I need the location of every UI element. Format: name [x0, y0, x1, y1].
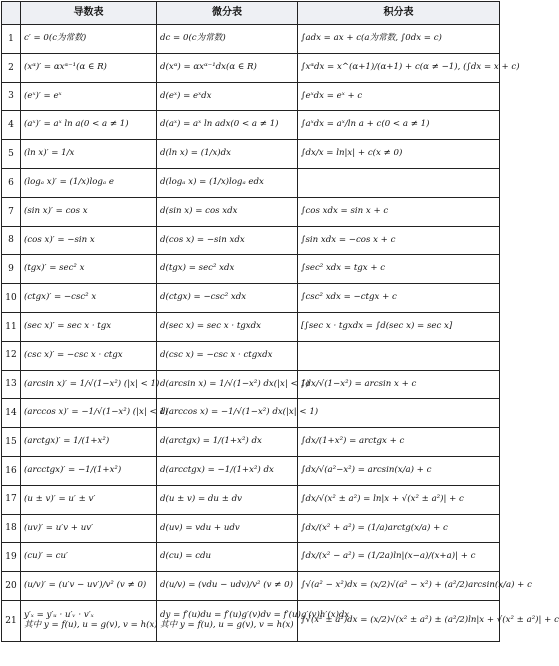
differential-formula: d(arctgx) = 1/(1+x²) dx	[157, 428, 298, 457]
derivative-formula: (csc x)′ = −csc x · ctgx	[21, 341, 157, 370]
row-number: 5	[2, 140, 21, 169]
row-number: 20	[2, 572, 21, 601]
derivative-formula: (cos x)′ = −sin x	[21, 226, 157, 255]
row-number: 16	[2, 456, 21, 485]
derivative-formula: (logₐ x)′ = (1/x)logₐ e	[21, 168, 157, 197]
row-number: 13	[2, 370, 21, 399]
row-number: 6	[2, 168, 21, 197]
differential-formula: d(uv) = vdu + udv	[157, 514, 298, 543]
chain-rule-derivative: y′ₓ = y′ᵤ · u′ᵥ · v′ₓ	[24, 610, 94, 621]
table-row	[2, 399, 500, 428]
differential-formula: d(cos x) = −sin xdx	[157, 226, 298, 255]
differential-formula: d(sin x) = cos xdx	[157, 197, 298, 226]
table-row	[2, 82, 500, 111]
header-differentials: 微分表	[157, 2, 298, 25]
derivative-formula: c′ = 0(c为常数)	[21, 25, 157, 54]
differential-formula: d(ln x) = (1/x)dx	[157, 140, 298, 169]
table-row	[2, 255, 500, 284]
row-number: 15	[2, 428, 21, 457]
integral-formula: ∫dx/√(a²−x²) = arcsin(x/a) + c	[298, 456, 500, 485]
derivative-formula: (aˣ)′ = aˣ ln a(0 < a ≠ 1)	[21, 111, 157, 140]
integral-formula: ∫dx/√(1−x²) = arcsin x + c	[298, 370, 500, 399]
differential-formula: d(u ± v) = du ± dv	[157, 485, 298, 514]
row-number: 2	[2, 53, 21, 82]
integral-formula: ∫adx = ax + c(a为常数, ∫0dx = c)	[298, 25, 500, 54]
integral-formula	[298, 399, 500, 428]
derivative-formula: (sec x)′ = sec x · tgx	[21, 312, 157, 341]
table-row	[2, 370, 500, 399]
table-row	[2, 485, 500, 514]
header-derivatives: 导数表	[21, 2, 157, 25]
differential-formula: d(csc x) = −csc x · ctgxdx	[157, 341, 298, 370]
differential-formula: d(arcctgx) = −1/(1+x²) dx	[157, 456, 298, 485]
row-number: 3	[2, 82, 21, 111]
integral-formula: ∫sin xdx = −cos x + c	[298, 226, 500, 255]
integral-formula: ∫√(x² ± a²)dx = (x/2)√(x² ± a²) ± (a²/2)ln|x + √(x² ± a²)| + c	[298, 600, 500, 641]
table-row	[2, 226, 500, 255]
row-number: 17	[2, 485, 21, 514]
table-row	[2, 284, 500, 313]
derivative-formula: (ctgx)′ = −csc² x	[21, 284, 157, 313]
differential-formula: d(sec x) = sec x · tgxdx	[157, 312, 298, 341]
row-number: 12	[2, 341, 21, 370]
row-number: 18	[2, 514, 21, 543]
row-number: 1	[2, 25, 21, 54]
derivative-formula	[21, 600, 157, 641]
differential-formula: d(eˣ) = eˣdx	[157, 82, 298, 111]
chain-rule-condition: 其中 y = f(u), u = g(v), v = h(x)	[24, 619, 158, 630]
derivative-differential-integral-table	[1, 1, 559, 642]
row-number: 8	[2, 226, 21, 255]
header-index	[2, 2, 21, 25]
table-row	[2, 140, 500, 169]
header-row	[2, 2, 500, 25]
differential-formula: d(arcsin x) = 1/√(1−x²) dx(|x| < 1)	[157, 370, 298, 399]
row-number: 21	[2, 600, 21, 641]
table-row	[2, 25, 500, 54]
differential-formula	[157, 600, 350, 641]
row-number: 7	[2, 197, 21, 226]
integral-formula: ∫xᵅdx = x^(α+1)/(α+1) + c(α ≠ −1), (∫dx = x + c)	[298, 53, 500, 82]
differential-formula: d(arccos x) = −1/√(1−x²) dx(|x| < 1)	[157, 399, 298, 428]
integral-formula: ∫dx/(1+x²) = arctgx + c	[298, 428, 500, 457]
integral-formula: ∫dx/(x² + a²) = (1/a)arctg(x/a) + c	[298, 514, 500, 543]
table-row	[2, 111, 500, 140]
header-integrals: 积分表	[298, 2, 500, 25]
integral-formula: ∫dx/(x² − a²) = (1/2a)ln|(x−a)/(x+a)| + c	[298, 543, 500, 572]
table-row	[2, 600, 500, 641]
table-row	[2, 456, 500, 485]
integral-formula: ∫aˣdx = aˣ/ln a + c(0 < a ≠ 1)	[298, 111, 500, 140]
derivative-formula: (u/v)′ = (u′v − uv′)/v² (v ≠ 0)	[21, 572, 157, 601]
table-row	[2, 514, 500, 543]
table-row	[2, 572, 500, 601]
differential-formula: d(u/v) = (vdu − udv)/v² (v ≠ 0)	[157, 572, 298, 601]
integral-formula	[298, 168, 500, 197]
table-row	[2, 428, 500, 457]
derivative-formula: (arcsin x)′ = 1/√(1−x²) (|x| < 1)	[21, 370, 157, 399]
derivative-formula: (ln x)′ = 1/x	[21, 140, 157, 169]
derivative-formula: (arccos x)′ = −1/√(1−x²) (|x| < 1)	[21, 399, 157, 428]
row-number: 14	[2, 399, 21, 428]
table-row	[2, 312, 500, 341]
differential-formula: d(cu) = cdu	[157, 543, 298, 572]
derivative-formula: (u ± v)′ = u′ ± v′	[21, 485, 157, 514]
derivative-formula: (cu)′ = cu′	[21, 543, 157, 572]
differential-formula: d(aˣ) = aˣ ln adx(0 < a ≠ 1)	[157, 111, 298, 140]
chain-rule-differential: dy = f′(u)du = f′(u)g′(v)dv = f′(u)g′(v)h′(x)dx	[160, 610, 350, 621]
integral-formula: ∫dx/√(x² ± a²) = ln|x + √(x² ± a²)| + c	[298, 485, 500, 514]
derivative-formula: (tgx)′ = sec² x	[21, 255, 157, 284]
differential-formula: d(xᵅ) = αxᵅ⁻¹dx(α ∈ R)	[157, 53, 298, 82]
differential-formula: dc = 0(c为常数)	[157, 25, 298, 54]
row-number: 4	[2, 111, 21, 140]
table-row	[2, 168, 500, 197]
derivative-formula: (uv)′ = u′v + uv′	[21, 514, 157, 543]
integral-formula	[298, 341, 500, 370]
integral-formula: [∫sec x · tgxdx = ∫d(sec x) = sec x]	[298, 312, 500, 341]
integral-formula: ∫dx/x = ln|x| + c(x ≠ 0)	[298, 140, 500, 169]
derivative-formula: (sin x)′ = cos x	[21, 197, 157, 226]
differential-formula: d(ctgx) = −csc² xdx	[157, 284, 298, 313]
derivative-formula: (arcctgx)′ = −1/(1+x²)	[21, 456, 157, 485]
derivative-formula: (arctgx)′ = 1/(1+x²)	[21, 428, 157, 457]
differential-formula: d(tgx) = sec² xdx	[157, 255, 298, 284]
integral-formula: ∫√(a² − x²)dx = (x/2)√(a² − x²) + (a²/2)arcsin(x/a) + c	[298, 572, 500, 601]
table-row	[2, 543, 500, 572]
table-row	[2, 341, 500, 370]
row-number: 19	[2, 543, 21, 572]
table-row	[2, 197, 500, 226]
row-number: 11	[2, 312, 21, 341]
table-row	[2, 53, 500, 82]
integral-formula: ∫cos xdx = sin x + c	[298, 197, 500, 226]
integral-formula: ∫eˣdx = eˣ + c	[298, 82, 500, 111]
row-number: 10	[2, 284, 21, 313]
derivative-formula: (xᵅ)′ = αxᵅ⁻¹(α ∈ R)	[21, 53, 157, 82]
differential-formula: d(logₐ x) = (1/x)logₐ edx	[157, 168, 298, 197]
integral-formula: ∫sec² xdx = tgx + c	[298, 255, 500, 284]
chain-rule-differential-condition: 其中 y = f(u), u = g(v), v = h(x)	[160, 619, 294, 630]
row-number: 9	[2, 255, 21, 284]
integral-formula: ∫csc² xdx = −ctgx + c	[298, 284, 500, 313]
derivative-formula: (eˣ)′ = eˣ	[21, 82, 157, 111]
